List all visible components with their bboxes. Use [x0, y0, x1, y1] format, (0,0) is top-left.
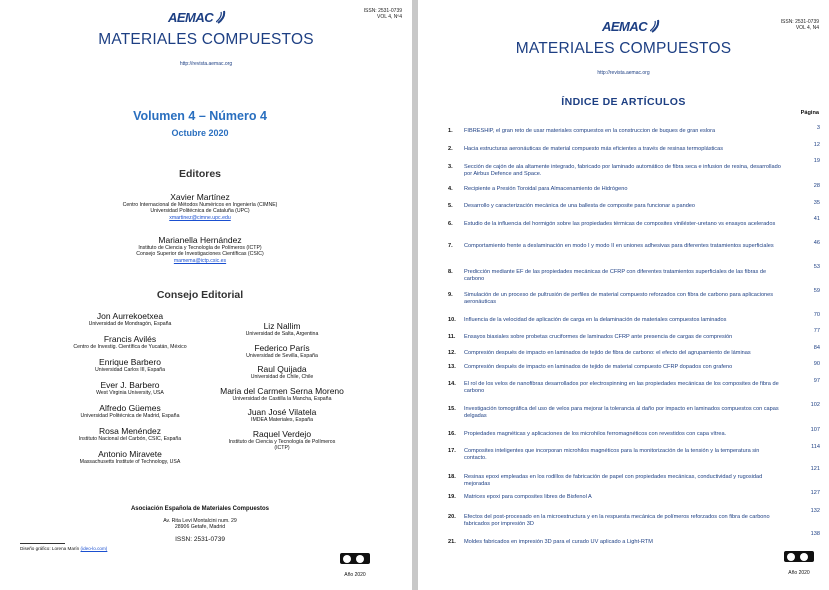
association-block [0, 505, 400, 543]
cc-by-license-icon[interactable] [784, 551, 814, 562]
editors-heading: Editores [178, 168, 221, 180]
toc-entry-number: 10. [448, 317, 456, 323]
aemac-logo [602, 19, 660, 34]
toc-entry-page[interactable]: 132 [810, 508, 820, 514]
left-page [0, 0, 412, 590]
toc-entry-title-link[interactable]: Comportamiento frente a deslaminación en modo I y modo II en uniones adhesivas para diferentes tratamientos superficiales [464, 243, 774, 249]
editor-2 [0, 235, 400, 264]
toc-entry-number: 1. [448, 128, 453, 134]
logo-swoosh-icon [216, 10, 226, 24]
toc-entry-number: 14. [448, 381, 456, 387]
board-member [50, 334, 210, 357]
right-page [418, 0, 829, 590]
board-member [208, 407, 356, 429]
toc-entry-number: 6. [448, 221, 453, 227]
editor-affiliation: Universidad Politécnica de Cataluña (UPC) [150, 208, 250, 215]
member-name: Ever J. Barbero [100, 380, 160, 390]
toc-entry-number: 19. [448, 494, 456, 500]
design-credit [20, 546, 107, 551]
issue-date: Octubre 2020 [171, 128, 229, 138]
toc-entry-page[interactable]: 127 [810, 490, 820, 496]
toc-entry-page[interactable]: 138 [810, 531, 820, 537]
toc-entry-page[interactable]: 12 [813, 142, 820, 148]
toc-entry-number: 7. [448, 243, 453, 249]
toc-entry-title-link[interactable]: Investigación tomográfica del uso de velos para mejorar la tolerancia al daño por impacto en laminados compuestos con capas delgadas [464, 406, 779, 420]
address-line: Av. Rita Levi Montalcini num. 29 [163, 518, 237, 524]
toc-entry-number: 21. [448, 539, 456, 545]
toc-entry-number: 17. [448, 448, 456, 454]
toc-entry-page[interactable]: 70 [813, 312, 820, 318]
journal-url[interactable]: http://revista.aemac.org [179, 61, 233, 67]
member-name: Juan José Vilatela [247, 407, 317, 417]
aemac-logo [168, 10, 226, 25]
toc-entry-page[interactable]: 59 [813, 288, 820, 294]
member-affiliation: Universidad de Salta, Argentina [245, 331, 319, 337]
issn-block [781, 19, 819, 31]
member-name: Rosa Menéndez [99, 426, 161, 436]
board-member [50, 380, 210, 403]
cc-by-license-icon[interactable] [340, 553, 370, 564]
toc-entry-page[interactable]: 3 [816, 125, 820, 131]
toc-entry-title-link[interactable]: Ensayos biaxiales sobre probetas cruciformes de laminados CFRP ante presencia de cargas de compresión [464, 334, 733, 340]
toc-entry-number: 12. [448, 350, 456, 356]
toc-entry-number: 8. [448, 269, 453, 275]
toc-entry-title-link[interactable]: Matrices epoxi para composites libres de Bisfenol A [464, 494, 592, 500]
member-affiliation: Universidad Carlos III, España [94, 367, 166, 373]
page-column-label: Página [800, 110, 819, 116]
board-member [208, 429, 356, 455]
footer-issn: ISSN: 2531-0739 [175, 535, 225, 543]
toc-entry-page[interactable]: 97 [813, 378, 820, 384]
toc-entry-title-link[interactable]: Recipiente a Presión Toroidal para Almacenamiento de Hidrógeno [464, 186, 628, 192]
logo-text: AEMAC [168, 10, 214, 25]
volume-number: Volumen 4 – Número 4 [133, 109, 267, 123]
toc-entry-number: 20. [448, 514, 456, 520]
toc-entry-page[interactable]: 107 [810, 427, 820, 433]
toc-entry-number: 3. [448, 164, 453, 170]
member-affiliation: Universidad de Sevilla, España [246, 352, 318, 359]
toc-entry-number: 15. [448, 406, 456, 412]
board-heading: Consejo Editorial [156, 289, 244, 301]
design-credit-link[interactable]: (ideo-lo.com) [80, 546, 108, 551]
member-affiliation: Massachusetts Institute of Technology, USA [79, 459, 181, 465]
member-name: Maria del Carmen Serna Moreno [220, 385, 344, 396]
member-affiliation: Universidad Politécnica de Madrid, España [80, 413, 180, 419]
journal-title: MATERIALES COMPUESTOS [98, 31, 314, 48]
toc-entry-page[interactable]: 46 [813, 240, 820, 246]
toc-entry-page[interactable]: 19 [813, 158, 820, 164]
journal-url[interactable]: http://revista.aemac.org [597, 70, 650, 76]
editor-email-link[interactable]: mamema@ictp.csic.es [173, 257, 227, 264]
member-affiliation: Universidad de Chile, Chile [250, 374, 314, 380]
toc-entry-page[interactable]: 90 [813, 361, 820, 367]
toc-entry-title-link[interactable]: Influencia de la velocidad de aplicación de carga en la delaminación de materiales compuestos laminados [464, 317, 727, 323]
cc-license[interactable] [340, 551, 370, 578]
cc-license[interactable] [784, 549, 814, 576]
volume-line: VOL 4, Nº4 [377, 14, 402, 20]
member-affiliation: Universidad de Castilla la Mancha, España [232, 395, 332, 402]
toc-entry-title-link[interactable]: Desarrollo y caracterización mecánica de una ballesta de composite para funcionar a pandeo [464, 203, 696, 209]
toc-entry-title-link[interactable]: Sección de cajón de ala altamente integrado, fabricado por laminado automático de fibra seca e infusion de resina, desarrollado por Airbus Defence and Space. [464, 164, 781, 178]
board-member [208, 343, 356, 365]
board-left-column [50, 311, 210, 472]
issn-line: ISSN: 2531-0739 [780, 19, 819, 25]
toc-entry-number: 4. [448, 186, 453, 192]
volume-line: VOL 4, N4 [795, 25, 819, 31]
toc-entry-title-link[interactable]: Predicción mediante EF de las propiedades mecánicas de CFRP con diferentes tratamientos superficiales de las fibras de carbono [464, 269, 767, 283]
board-member [208, 364, 356, 386]
board-member [50, 426, 210, 449]
member-name: Liz Nallim [263, 321, 301, 331]
toc-entry-page[interactable]: 114 [811, 444, 820, 450]
toc-entry-title-link[interactable]: Estudio de la influencia del hormigón sobre las propiedades térmicas de composites viniléster-uretano vs ensayos acelerados [464, 221, 776, 227]
toc-entry-title-link[interactable]: El rol de los velos de nanofibras desarrollados por electrospinning en las propiedades mecánicas de los composites de fibra de carbono [464, 381, 779, 395]
toc-entry-page[interactable]: 102 [810, 402, 820, 408]
member-name: Enrique Barbero [99, 357, 161, 367]
board-member [50, 311, 210, 334]
toc-entry-title-link[interactable]: Compresión después de impacto en laminados de tejido de fibra de carbono: el efecto del agrupamiento de láminas [464, 350, 751, 356]
toc-entry-title-link[interactable]: Hacia estructuras aeronáuticas de material compuesto más eficientes a través de resinas termoplásticas [464, 146, 723, 152]
editor-name: Xavier Martínez [170, 192, 230, 202]
toc-entry-title-link[interactable]: FIBRESHIP, el gran reto de usar materiales compuestos en la construccion de buques de gran eslora [464, 128, 716, 134]
board-member [50, 403, 210, 426]
board-right-column [208, 321, 356, 455]
member-name: Alfredo Güemes [99, 403, 161, 413]
journal-title: MATERIALES COMPUESTOS [515, 40, 732, 57]
toc-entry-number: 13. [448, 364, 456, 370]
toc-entry-page[interactable]: 84 [813, 345, 820, 351]
toc-entry-page[interactable]: 41 [813, 216, 820, 222]
logo-text: AEMAC [602, 19, 648, 34]
board-member [208, 386, 356, 408]
association-name: Asociación Española de Materiales Compuestos [130, 506, 270, 512]
toc-entry-number: 9. [448, 292, 453, 298]
editor-1 [0, 192, 400, 221]
board-member [208, 321, 356, 343]
toc-entry-number: 16. [448, 431, 456, 437]
member-name: Raquel Verdejo [252, 428, 312, 439]
logo-swoosh-icon [650, 19, 660, 33]
toc-entry-page[interactable]: 77 [813, 328, 820, 334]
editor-affiliation: Centro Internacional de Métodos Numéricos en Ingeniería (CIMNE) [122, 202, 278, 208]
editor-name: Marianella Hernández [158, 235, 242, 245]
member-affiliation: IMDEA Materiales, España [251, 417, 313, 423]
member-name: Jon Aurrekoetxea [96, 311, 164, 321]
toc-entry-title-link[interactable]: Efectos del post-procesado en la microestructura y en la respuesta mecánica de polímeros reforzados con fibra de carbono fabricados por impresión 3D [464, 514, 770, 528]
toc-entry-page[interactable]: 121 [810, 466, 820, 472]
toc-entry-number: 2. [448, 146, 453, 152]
member-name: Antonio Miravete [98, 449, 162, 459]
member-name: Francis Avilés [103, 334, 157, 344]
member-name: Raul Quijada [257, 364, 307, 374]
board-member [50, 449, 210, 472]
toc-entry-page[interactable]: 28 [813, 183, 820, 189]
toc-entry-title-link[interactable]: Propiedades magnéticas y aplicaciones de los microhilos ferromagnéticos con revestidos con capa vítrea. [464, 431, 727, 437]
member-affiliation: Instituto Nacional del Carbón, CSIC, España [78, 436, 182, 442]
board-member [50, 357, 210, 380]
license-year: Año 2020 [344, 572, 366, 578]
editor-affiliation: Instituto de Ciencia y Tecnología de Polímeros (ICTP) [138, 245, 262, 251]
toc-entry-title-link[interactable]: Simulación de un proceso de pultrusión de perfiles de material compuesto reforzados con fibra de carbono para aplicaciones aeronáuticas [464, 292, 774, 306]
member-affiliation: Instituto de Ciencia y Tecnología de Polímeros [228, 438, 336, 445]
design-credit-text: Diseño gráfico: Lorena Marín [20, 546, 80, 551]
toc-entry-title-link[interactable]: Moldes fabricados en impresión 3D para el curado UV aplicado a Light-RTM [464, 539, 653, 545]
member-name: Federico París [254, 342, 310, 353]
footnote-divider [20, 543, 65, 544]
toc-entry-title-link[interactable]: Composites inteligentes que incorporan microhilos magnéticos para la monitorización de la tensión y la temperatura sin contacto. [464, 448, 760, 462]
toc-entry-number: 5. [448, 203, 453, 209]
toc-entry-page[interactable]: 53 [813, 264, 820, 270]
member-affiliation: (ICTP) [274, 444, 290, 451]
license-year: Año 2020 [788, 570, 810, 576]
toc-entry-title-link[interactable]: Compresión después de impacto en laminados de tejido de material compuesto CFRP dopados con grafeno [464, 364, 733, 370]
index-heading: ÍNDICE DE ARTÍCULOS [561, 96, 686, 108]
editor-affiliation: Consejo Superior de Investigaciones Científicas (CSIC) [136, 251, 264, 258]
issn-line: ISSN: 2531-0739 [363, 8, 402, 14]
toc-entry-title-link[interactable]: Resinas epoxi empleadas en los rodillos de fabricación de papel con propiedades mecánicas, conductividad y rugosidad mejoradas [464, 474, 763, 488]
toc-entry-number: 11. [448, 334, 456, 340]
member-affiliation: Centro de Investig. Científica de Yucatán, México [73, 344, 187, 350]
toc-entry-number: 18. [448, 474, 456, 480]
issn-block [364, 8, 402, 20]
address-line: 28906 Getafe, Madrid [174, 524, 226, 531]
toc-entry-page[interactable]: 35 [813, 200, 820, 206]
editor-email-link[interactable]: xmartinez@cimne.upc.edu [169, 214, 231, 221]
member-affiliation: Universidad de Mondragón, España [88, 321, 172, 327]
member-affiliation: West Virginia University, USA [96, 390, 164, 396]
